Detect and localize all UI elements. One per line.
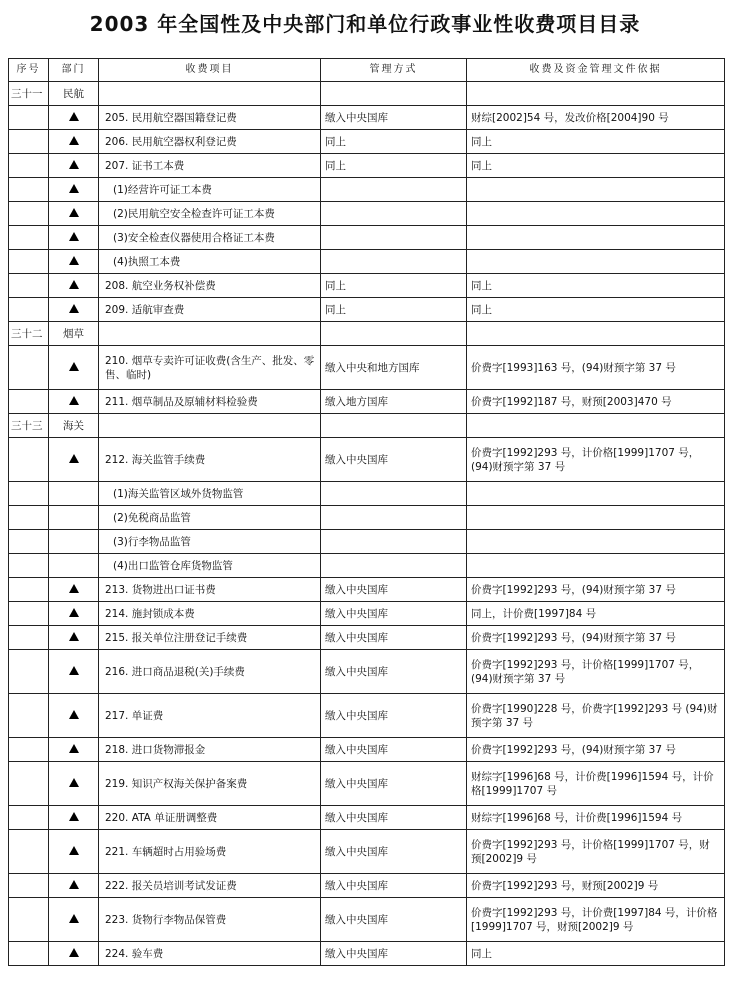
cell-manage: 缴入中央国库 bbox=[321, 694, 467, 738]
cell-manage: 缴入中央国库 bbox=[321, 106, 467, 130]
cell-basis bbox=[467, 506, 725, 530]
table-row bbox=[9, 578, 725, 602]
triangle-marker-icon bbox=[69, 710, 79, 719]
cell-manage bbox=[321, 178, 467, 202]
cell-basis bbox=[467, 82, 725, 106]
cell-item: (4)出口监管仓库货物监管 bbox=[99, 554, 321, 578]
cell-manage bbox=[321, 554, 467, 578]
cell-dept-marker bbox=[49, 830, 99, 874]
cell-no bbox=[9, 530, 49, 554]
cell-basis: 价费字[1992]293 号，财预[2002]9 号 bbox=[467, 874, 725, 898]
cell-dept-marker bbox=[49, 602, 99, 626]
cell-no bbox=[9, 130, 49, 154]
cell-basis: 财综字[1996]68 号，计价费[1996]1594 号，计价格[1999]1707 号 bbox=[467, 762, 725, 806]
cell-basis: 价费字[1992]293 号，计价格[1999]1707 号，(94)财预字第 37 号 bbox=[467, 438, 725, 482]
cell-basis: 同上，计价费[1997]84 号 bbox=[467, 602, 725, 626]
cell-basis: 财综字[1996]68 号，计价费[1996]1594 号 bbox=[467, 806, 725, 830]
cell-basis: 同上 bbox=[467, 942, 725, 966]
table-row bbox=[9, 438, 725, 482]
cell-manage: 同上 bbox=[321, 298, 467, 322]
triangle-marker-icon bbox=[69, 632, 79, 641]
cell-item: (4)执照工本费 bbox=[99, 250, 321, 274]
cell-no bbox=[9, 390, 49, 414]
cell-manage: 缴入中央国库 bbox=[321, 762, 467, 806]
cell-manage bbox=[321, 414, 467, 438]
cell-manage bbox=[321, 202, 467, 226]
cell-dept-marker bbox=[49, 874, 99, 898]
cell-basis: 同上 bbox=[467, 274, 725, 298]
cell-dept-marker bbox=[49, 762, 99, 806]
cell-manage: 同上 bbox=[321, 274, 467, 298]
cell-item: 205. 民用航空器国籍登记费 bbox=[99, 106, 321, 130]
cell-dept-marker bbox=[49, 346, 99, 390]
triangle-marker-icon bbox=[69, 396, 79, 405]
cell-manage: 缴入中央和地方国库 bbox=[321, 346, 467, 390]
cell-item: 212. 海关监管手续费 bbox=[99, 438, 321, 482]
page-title: 2003 年全国性及中央部门和单位行政事业性收费项目目录 bbox=[89, 12, 641, 36]
table-row bbox=[9, 506, 725, 530]
table-header-row bbox=[9, 59, 725, 82]
triangle-marker-icon bbox=[69, 160, 79, 169]
header-item: 收费项目 bbox=[99, 59, 321, 82]
cell-no: 三十三 bbox=[9, 414, 49, 438]
cell-item: 223. 货物行李物品保管费 bbox=[99, 898, 321, 942]
dept-name: 海关 bbox=[63, 419, 84, 432]
cell-no bbox=[9, 154, 49, 178]
cell-no bbox=[9, 694, 49, 738]
cell-manage bbox=[321, 250, 467, 274]
cell-item: 213. 货物进出口证书费 bbox=[99, 578, 321, 602]
cell-dept bbox=[49, 554, 99, 578]
header-basis: 收费及资金管理文件依据 bbox=[467, 59, 725, 82]
table-row bbox=[9, 82, 725, 106]
cell-item: 207. 证书工本费 bbox=[99, 154, 321, 178]
cell-dept-marker bbox=[49, 806, 99, 830]
cell-item: 219. 知识产权海关保护备案费 bbox=[99, 762, 321, 806]
cell-no: 三十二 bbox=[9, 322, 49, 346]
triangle-marker-icon bbox=[69, 880, 79, 889]
cell-dept-marker bbox=[49, 942, 99, 966]
cell-item bbox=[99, 414, 321, 438]
triangle-marker-icon bbox=[69, 256, 79, 265]
triangle-marker-icon bbox=[69, 208, 79, 217]
table-row bbox=[9, 530, 725, 554]
cell-basis bbox=[467, 530, 725, 554]
cell-dept-marker bbox=[49, 178, 99, 202]
triangle-marker-icon bbox=[69, 666, 79, 675]
cell-no bbox=[9, 874, 49, 898]
table-row bbox=[9, 298, 725, 322]
cell-dept-marker bbox=[49, 106, 99, 130]
header-manage: 管理方式 bbox=[321, 59, 467, 82]
cell-no bbox=[9, 250, 49, 274]
cell-item: (3)行李物品监管 bbox=[99, 530, 321, 554]
cell-basis: 同上 bbox=[467, 130, 725, 154]
table-row bbox=[9, 346, 725, 390]
table-row bbox=[9, 898, 725, 942]
cell-no bbox=[9, 554, 49, 578]
cell-manage: 缴入中央国库 bbox=[321, 602, 467, 626]
cell-dept bbox=[49, 322, 99, 346]
cell-item: 218. 进口货物滞报金 bbox=[99, 738, 321, 762]
table-row bbox=[9, 274, 725, 298]
cell-no bbox=[9, 762, 49, 806]
cell-no bbox=[9, 482, 49, 506]
cell-basis: 同上 bbox=[467, 298, 725, 322]
cell-manage: 缴入中央国库 bbox=[321, 898, 467, 942]
table-row bbox=[9, 830, 725, 874]
cell-dept-marker bbox=[49, 578, 99, 602]
cell-basis: 价费字[1990]228 号，价费字[1992]293 号 (94)财预字第 37 号 bbox=[467, 694, 725, 738]
cell-basis bbox=[467, 178, 725, 202]
cell-no bbox=[9, 942, 49, 966]
triangle-marker-icon bbox=[69, 778, 79, 787]
cell-manage bbox=[321, 226, 467, 250]
cell-no bbox=[9, 346, 49, 390]
table-row bbox=[9, 226, 725, 250]
triangle-marker-icon bbox=[69, 454, 79, 463]
table-row bbox=[9, 602, 725, 626]
cell-item bbox=[99, 82, 321, 106]
header-no: 序号 bbox=[9, 59, 49, 82]
cell-manage: 同上 bbox=[321, 130, 467, 154]
table-body bbox=[9, 82, 725, 966]
cell-manage: 缴入中央国库 bbox=[321, 738, 467, 762]
triangle-marker-icon bbox=[69, 184, 79, 193]
cell-dept-marker bbox=[49, 202, 99, 226]
cell-no bbox=[9, 578, 49, 602]
cell-no bbox=[9, 106, 49, 130]
cell-item: 209. 适航审查费 bbox=[99, 298, 321, 322]
cell-item: 217. 单证费 bbox=[99, 694, 321, 738]
cell-dept-marker bbox=[49, 438, 99, 482]
cell-basis: 价费字[1992]187 号，财预[2003]470 号 bbox=[467, 390, 725, 414]
cell-basis: 财综[2002]54 号，发改价格[2004]90 号 bbox=[467, 106, 725, 130]
cell-no: 三十一 bbox=[9, 82, 49, 106]
triangle-marker-icon bbox=[69, 846, 79, 855]
cell-no bbox=[9, 806, 49, 830]
cell-item: 215. 报关单位注册登记手续费 bbox=[99, 626, 321, 650]
triangle-marker-icon bbox=[69, 948, 79, 957]
triangle-marker-icon bbox=[69, 112, 79, 121]
cell-manage bbox=[321, 506, 467, 530]
triangle-marker-icon bbox=[69, 362, 79, 371]
cell-basis bbox=[467, 554, 725, 578]
triangle-marker-icon bbox=[69, 584, 79, 593]
cell-manage: 缴入中央国库 bbox=[321, 578, 467, 602]
cell-manage: 缴入中央国库 bbox=[321, 626, 467, 650]
table-row bbox=[9, 106, 725, 130]
cell-dept bbox=[49, 414, 99, 438]
cell-dept-marker bbox=[49, 626, 99, 650]
cell-no bbox=[9, 298, 49, 322]
cell-basis bbox=[467, 250, 725, 274]
cell-basis: 同上 bbox=[467, 154, 725, 178]
table-row bbox=[9, 650, 725, 694]
triangle-marker-icon bbox=[69, 232, 79, 241]
table-row bbox=[9, 130, 725, 154]
cell-manage bbox=[321, 530, 467, 554]
cell-manage: 缴入中央国库 bbox=[321, 806, 467, 830]
cell-no bbox=[9, 506, 49, 530]
cell-item: 210. 烟草专卖许可证收费(含生产、批发、零售、临时) bbox=[99, 346, 321, 390]
cell-item: (2)免税商品监管 bbox=[99, 506, 321, 530]
table-row bbox=[9, 554, 725, 578]
cell-no bbox=[9, 626, 49, 650]
triangle-marker-icon bbox=[69, 608, 79, 617]
cell-basis: 价费字[1992]293 号，计价格[1999]1707 号，(94)财预字第 37 号 bbox=[467, 650, 725, 694]
cell-item: 222. 报关员培训考试发证费 bbox=[99, 874, 321, 898]
cell-basis: 价费字[1992]293 号，计价格[1999]1707 号，财预[2002]9 号 bbox=[467, 830, 725, 874]
cell-item: 211. 烟草制品及原辅材料检验费 bbox=[99, 390, 321, 414]
table-row bbox=[9, 178, 725, 202]
cell-manage: 同上 bbox=[321, 154, 467, 178]
dept-name: 烟草 bbox=[63, 327, 84, 340]
triangle-marker-icon bbox=[69, 280, 79, 289]
triangle-marker-icon bbox=[69, 136, 79, 145]
cell-manage bbox=[321, 82, 467, 106]
cell-item: 224. 验车费 bbox=[99, 942, 321, 966]
cell-item: 206. 民用航空器权利登记费 bbox=[99, 130, 321, 154]
cell-item: (1)经营许可证工本费 bbox=[99, 178, 321, 202]
cell-item: 216. 进口商品退税(关)手续费 bbox=[99, 650, 321, 694]
cell-item: 220. ATA 单证册调整费 bbox=[99, 806, 321, 830]
cell-item bbox=[99, 322, 321, 346]
cell-item: 208. 航空业务权补偿费 bbox=[99, 274, 321, 298]
table-row bbox=[9, 154, 725, 178]
table-row bbox=[9, 694, 725, 738]
cell-dept-marker bbox=[49, 694, 99, 738]
cell-no bbox=[9, 602, 49, 626]
cell-manage: 缴入地方国库 bbox=[321, 390, 467, 414]
table-row bbox=[9, 738, 725, 762]
table-row bbox=[9, 626, 725, 650]
cell-basis bbox=[467, 202, 725, 226]
cell-dept-marker bbox=[49, 390, 99, 414]
cell-dept bbox=[49, 506, 99, 530]
cell-manage: 缴入中央国库 bbox=[321, 438, 467, 482]
cell-item: 221. 车辆超时占用验场费 bbox=[99, 830, 321, 874]
table-row bbox=[9, 414, 725, 438]
triangle-marker-icon bbox=[69, 914, 79, 923]
cell-no bbox=[9, 274, 49, 298]
dept-name: 民航 bbox=[63, 87, 84, 100]
table-row bbox=[9, 250, 725, 274]
triangle-marker-icon bbox=[69, 744, 79, 753]
cell-no bbox=[9, 226, 49, 250]
cell-dept bbox=[49, 530, 99, 554]
triangle-marker-icon bbox=[69, 304, 79, 313]
header-dept: 部门 bbox=[49, 59, 99, 82]
triangle-marker-icon bbox=[69, 812, 79, 821]
cell-no bbox=[9, 738, 49, 762]
cell-item: (3)安全检查仪器使用合格证工本费 bbox=[99, 226, 321, 250]
cell-no bbox=[9, 202, 49, 226]
cell-no bbox=[9, 178, 49, 202]
cell-basis: 价费字[1993]163 号，(94)财预字第 37 号 bbox=[467, 346, 725, 390]
cell-manage: 缴入中央国库 bbox=[321, 650, 467, 694]
table-row bbox=[9, 942, 725, 966]
table-row bbox=[9, 390, 725, 414]
cell-no bbox=[9, 898, 49, 942]
cell-dept-marker bbox=[49, 274, 99, 298]
cell-basis bbox=[467, 226, 725, 250]
cell-dept bbox=[49, 482, 99, 506]
cell-manage: 缴入中央国库 bbox=[321, 874, 467, 898]
cell-item: 214. 施封锁成本费 bbox=[99, 602, 321, 626]
cell-no bbox=[9, 830, 49, 874]
cell-manage: 缴入中央国库 bbox=[321, 942, 467, 966]
table-row bbox=[9, 482, 725, 506]
cell-basis bbox=[467, 482, 725, 506]
cell-dept-marker bbox=[49, 250, 99, 274]
cell-dept-marker bbox=[49, 154, 99, 178]
table-row bbox=[9, 806, 725, 830]
cell-manage bbox=[321, 322, 467, 346]
cell-dept-marker bbox=[49, 650, 99, 694]
table-row bbox=[9, 762, 725, 806]
cell-basis bbox=[467, 414, 725, 438]
cell-basis: 价费字[1992]293 号，(94)财预字第 37 号 bbox=[467, 578, 725, 602]
cell-basis bbox=[467, 322, 725, 346]
cell-basis: 价费字[1992]293 号，(94)财预字第 37 号 bbox=[467, 738, 725, 762]
cell-basis: 价费字[1992]293 号，(94)财预字第 37 号 bbox=[467, 626, 725, 650]
cell-manage: 缴入中央国库 bbox=[321, 830, 467, 874]
cell-manage bbox=[321, 482, 467, 506]
cell-dept-marker bbox=[49, 738, 99, 762]
cell-dept-marker bbox=[49, 226, 99, 250]
cell-no bbox=[9, 650, 49, 694]
cell-dept-marker bbox=[49, 898, 99, 942]
cell-basis: 价费字[1992]293 号，计价费[1997]84 号，计价格[1999]1707 号，财预[2002]9 号 bbox=[467, 898, 725, 942]
table-row bbox=[9, 874, 725, 898]
table-row bbox=[9, 322, 725, 346]
fee-table bbox=[8, 58, 725, 966]
cell-dept-marker bbox=[49, 298, 99, 322]
cell-no bbox=[9, 438, 49, 482]
table-row bbox=[9, 202, 725, 226]
cell-dept-marker bbox=[49, 130, 99, 154]
cell-item: (1)海关监管区域外货物监管 bbox=[99, 482, 321, 506]
cell-dept bbox=[49, 82, 99, 106]
cell-item: (2)民用航空安全检查许可证工本费 bbox=[99, 202, 321, 226]
